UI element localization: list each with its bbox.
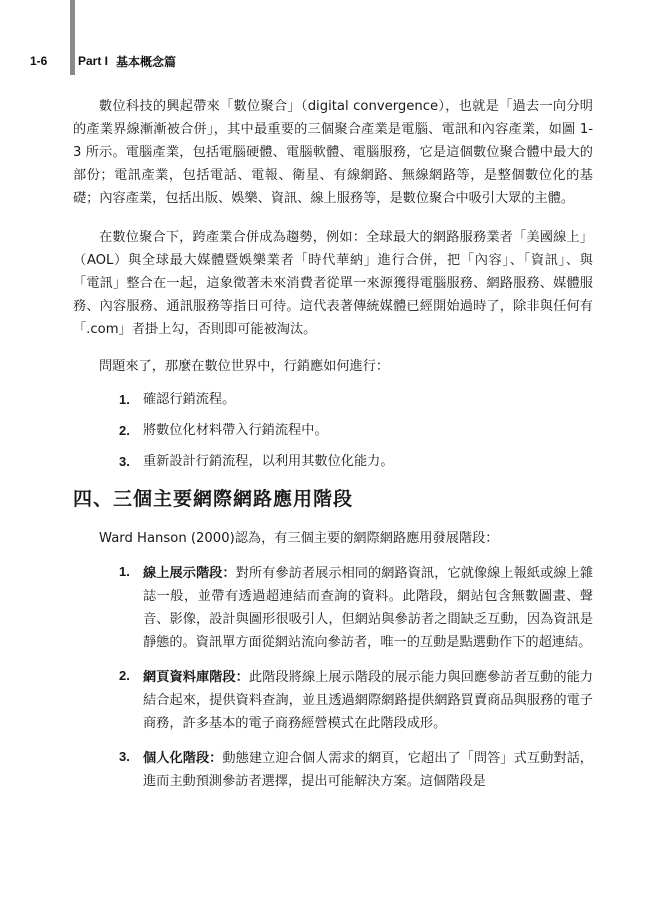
list-item [73, 421, 593, 441]
stage-body: 對所有參訪者展示相同的網路資訊，它就像線上報紙或線上雜誌一般，並帶有透過超連結而查詢的資料。此階段，網站包含無數圖畫、聲音、影像，設計與圖形很吸引人，但網站與參訪者之間缺乏互動，因為資訊是靜態的。資訊單方面從網站流向參訪者，唯一的互動是點選動作下的超連結。 [143, 566, 594, 650]
stage-description [143, 562, 593, 654]
list-item [73, 562, 593, 654]
stage-body: 動態建立迎合個人需求的網頁，它超出了「問答」式互動對話，進而主動預測參訪者選擇，提出可能解決方案。這個階段是 [143, 751, 593, 789]
list-number: 3. [119, 454, 130, 469]
paragraph-digital-convergence: 數位科技的興起帶來「數位聚合」（digital convergence），也就是「過去一向分明的產業界線漸漸被合併」，其中最重要的三個聚合產業是電腦、電訊和內容產業，如圖 1-3 所示。電腦產業，包括電腦硬體、電腦軟體、電腦服務，它是這個數位聚合體中最大的部份；電訊產業，包括電話、電報、衛星、有線網路、無線網路等，是整個數位化的基礎；內容產業，包括出版、娛樂、資訊、線上服務等，是數位聚合中吸引大眾的主體。 [73, 99, 593, 206]
list-item [73, 452, 593, 472]
stage-title: 個人化階段： [143, 751, 223, 766]
stage-title: 線上展示階段： [143, 566, 236, 581]
stage-title: 網頁資料庫階段： [143, 670, 249, 685]
list-number: 2. [119, 668, 130, 683]
marketing-steps-list [73, 390, 593, 472]
list-text: 重新設計行銷流程，以利用其數位化能力。 [143, 454, 394, 469]
stage-description [143, 666, 593, 735]
page-number: 1-6 [30, 54, 48, 68]
list-number: 1. [119, 392, 130, 407]
page-body [73, 95, 593, 805]
part-label: Part I [78, 54, 109, 68]
stage-body: 此階段將線上展示階段的展示能力與回應參訪者互動的能力結合起來，提供資料查詢，並且透過網際網路提供網路買賣商品與服務的電子商務，許多基本的電子商務經營模式在此階段成形。 [143, 670, 594, 731]
paragraph-marketing-question: 問題來了，那麼在數位世界中，行銷應如何進行： [99, 359, 390, 374]
list-item [73, 666, 593, 735]
paragraph-industry-merger: 在數位聚合下，跨產業合併成為趨勢，例如：全球最大的網路服務業者「美國線上」（AOL）與全球最大媒體暨娛樂業者「時代華納」進行合併，把「內容」、「資訊」、與「電訊」整合在一起，這象徵著未來消費者從單一來源獲得電腦服務、網路服務、媒體服務、內容服務、通訊服務等指日可待。這代表著傳統媒體已經開始過時了，除非與任何有「.com」者掛上勾，否則即可能被淘汰。 [73, 230, 593, 337]
list-number: 3. [119, 749, 130, 764]
section-heading: 四、三個主要網際網路應用階段 [73, 488, 354, 510]
list-text: 將數位化材料帶入行銷流程中。 [143, 423, 328, 438]
list-item [73, 747, 593, 793]
running-header [30, 52, 176, 70]
stage-description [143, 747, 593, 793]
list-text: 確認行銷流程。 [143, 392, 236, 407]
list-item [73, 390, 593, 410]
section-intro: Ward Hanson (2000)認為，有三個主要的網際網路應用發展階段： [99, 531, 499, 546]
list-number: 1. [119, 564, 130, 579]
chapter-title: 基本概念篇 [116, 54, 177, 69]
list-number: 2. [119, 423, 130, 438]
stages-list [73, 562, 593, 793]
